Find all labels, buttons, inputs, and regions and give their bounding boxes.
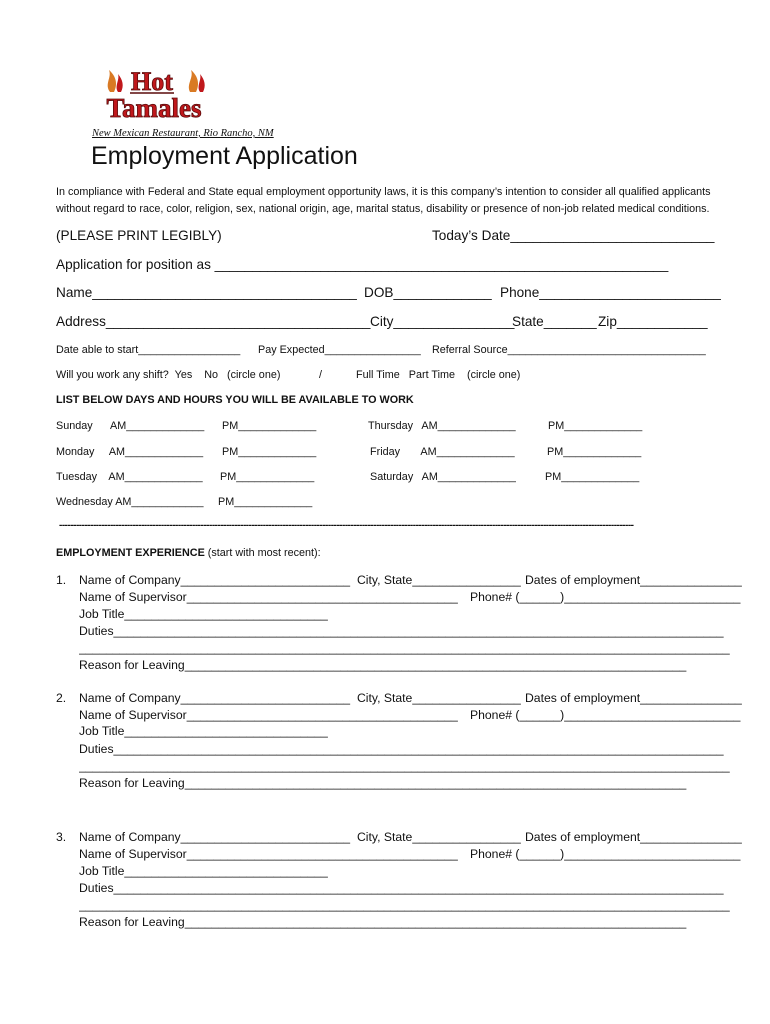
company-field[interactable]: Name of Company_________________________ bbox=[79, 691, 351, 705]
duties-continued-field[interactable]: ________________________________________________________________________________________________ bbox=[79, 641, 730, 655]
company-field[interactable]: Name of Company_________________________ bbox=[79, 573, 351, 587]
entry-number: 3. bbox=[56, 830, 67, 844]
reason-for-leaving-field[interactable]: Reason for Leaving__________________________________________________________________________ bbox=[79, 915, 687, 929]
entry-number: 1. bbox=[56, 573, 67, 587]
city-field[interactable]: City________________ bbox=[370, 314, 515, 329]
tuesday-am-field[interactable]: Tuesday AM_____________ bbox=[56, 471, 203, 483]
hot-tamales-logo bbox=[90, 62, 225, 124]
saturday-am-field[interactable]: Saturday AM_____________ bbox=[370, 471, 516, 483]
supervisor-field[interactable]: Name of Supervisor________________________________________ bbox=[79, 590, 458, 604]
date-able-field[interactable]: Date able to start_________________ bbox=[56, 344, 241, 356]
referral-field[interactable]: Referral Source_________________________________ bbox=[432, 344, 706, 356]
reason-for-leaving-field[interactable]: Reason for Leaving__________________________________________________________________________ bbox=[79, 776, 687, 790]
city-state-field[interactable]: City, State________________ bbox=[357, 691, 521, 705]
flame-left-icon bbox=[108, 70, 116, 92]
dates-field[interactable]: Dates of employment_______________ bbox=[525, 691, 742, 705]
availability-heading: LIST BELOW DAYS AND HOURS YOU WILL BE AVAILABLE TO WORK bbox=[56, 394, 414, 406]
duties-field[interactable]: Duties__________________________________________________________________________________________ bbox=[79, 742, 724, 756]
todays-date-field[interactable]: Today’s Date___________________________ bbox=[432, 228, 715, 243]
flame-right-icon bbox=[189, 70, 198, 92]
monday-pm-field[interactable]: PM_____________ bbox=[222, 446, 317, 458]
experience-heading-note: (start with most recent): bbox=[204, 547, 321, 559]
page-title: Employment Application bbox=[91, 142, 358, 170]
supervisor-field[interactable]: Name of Supervisor________________________________________ bbox=[79, 847, 458, 861]
duties-continued-field[interactable]: ________________________________________________________________________________________________ bbox=[79, 898, 730, 912]
wednesday-pm-field[interactable]: PM_____________ bbox=[218, 496, 313, 508]
supervisor-phone-field[interactable]: Phone# (______)__________________________ bbox=[470, 847, 741, 861]
job-title-field[interactable]: Job Title______________________________ bbox=[79, 724, 328, 738]
company-field[interactable]: Name of Company_________________________ bbox=[79, 830, 351, 844]
monday-am-field[interactable]: Monday AM_____________ bbox=[56, 446, 204, 458]
sunday-pm-field[interactable]: PM_____________ bbox=[222, 420, 317, 432]
friday-am-field[interactable]: Friday AM_____________ bbox=[370, 446, 515, 458]
supervisor-field[interactable]: Name of Supervisor________________________________________ bbox=[79, 708, 458, 722]
dates-field[interactable]: Dates of employment_______________ bbox=[525, 573, 742, 587]
section-divider: ----------------------------------------------------------------------------------------------------------------------------------------------------------------------------------------------------------- bbox=[59, 520, 634, 531]
position-field[interactable]: Application for position as ____________________________________________________________ bbox=[56, 257, 669, 272]
any-shift-question[interactable]: Will you work any shift? Yes No (circle one) bbox=[56, 369, 281, 381]
zip-field[interactable]: Zip____________ bbox=[598, 314, 708, 329]
restaurant-subtitle: New Mexican Restaurant, Rio Rancho, NM bbox=[92, 128, 274, 139]
tuesday-pm-field[interactable]: PM_____________ bbox=[220, 471, 315, 483]
intro-paragraph: In compliance with Federal and State equal employment opportunity laws, it is this company’s intention to consider all qualified applicants without regard to race, color, religion, sex, national origin, age, marital status, disability or presence of non-job related medical conditions. bbox=[56, 186, 711, 215]
slash-separator: / bbox=[319, 369, 322, 381]
duties-field[interactable]: Duties__________________________________________________________________________________________ bbox=[79, 881, 724, 895]
city-state-field[interactable]: City, State________________ bbox=[357, 573, 521, 587]
job-title-field[interactable]: Job Title______________________________ bbox=[79, 607, 328, 621]
logo-text-hot: Hot bbox=[131, 67, 173, 96]
pay-expected-field[interactable]: Pay Expected________________ bbox=[258, 344, 421, 356]
phone-field[interactable]: Phone________________________ bbox=[500, 285, 721, 300]
supervisor-phone-field[interactable]: Phone# (______)__________________________ bbox=[470, 590, 741, 604]
experience-heading-title: EMPLOYMENT EXPERIENCE bbox=[56, 547, 205, 559]
city-state-field[interactable]: City, State________________ bbox=[357, 830, 521, 844]
print-legibly-note: (PLEASE PRINT LEGIBLY) bbox=[56, 228, 222, 243]
friday-pm-field[interactable]: PM_____________ bbox=[547, 446, 642, 458]
logo-text-tamales: Tamales bbox=[106, 93, 202, 123]
duties-continued-field[interactable]: ________________________________________________________________________________________________ bbox=[79, 759, 730, 773]
wednesday-am-field[interactable]: Wednesday AM____________ bbox=[56, 496, 204, 508]
duties-field[interactable]: Duties__________________________________________________________________________________________ bbox=[79, 624, 724, 638]
dob-field[interactable]: DOB_____________ bbox=[364, 285, 492, 300]
job-title-field[interactable]: Job Title______________________________ bbox=[79, 864, 328, 878]
state-field[interactable]: State_______ bbox=[512, 314, 597, 329]
address-field[interactable]: Address___________________________________ bbox=[56, 314, 371, 329]
supervisor-phone-field[interactable]: Phone# (______)__________________________ bbox=[470, 708, 741, 722]
name-field[interactable]: Name___________________________________ bbox=[56, 285, 357, 300]
experience-heading bbox=[56, 547, 321, 559]
thursday-pm-field[interactable]: PM_____________ bbox=[548, 420, 643, 432]
thursday-am-field[interactable]: Thursday AM_____________ bbox=[368, 420, 516, 432]
full-part-time-question[interactable]: Full Time Part Time (circle one) bbox=[356, 369, 521, 381]
sunday-am-field[interactable]: Sunday AM_____________ bbox=[56, 420, 205, 432]
dates-field[interactable]: Dates of employment_______________ bbox=[525, 830, 742, 844]
entry-number: 2. bbox=[56, 691, 67, 705]
saturday-pm-field[interactable]: PM_____________ bbox=[545, 471, 640, 483]
reason-for-leaving-field[interactable]: Reason for Leaving__________________________________________________________________________ bbox=[79, 658, 687, 672]
